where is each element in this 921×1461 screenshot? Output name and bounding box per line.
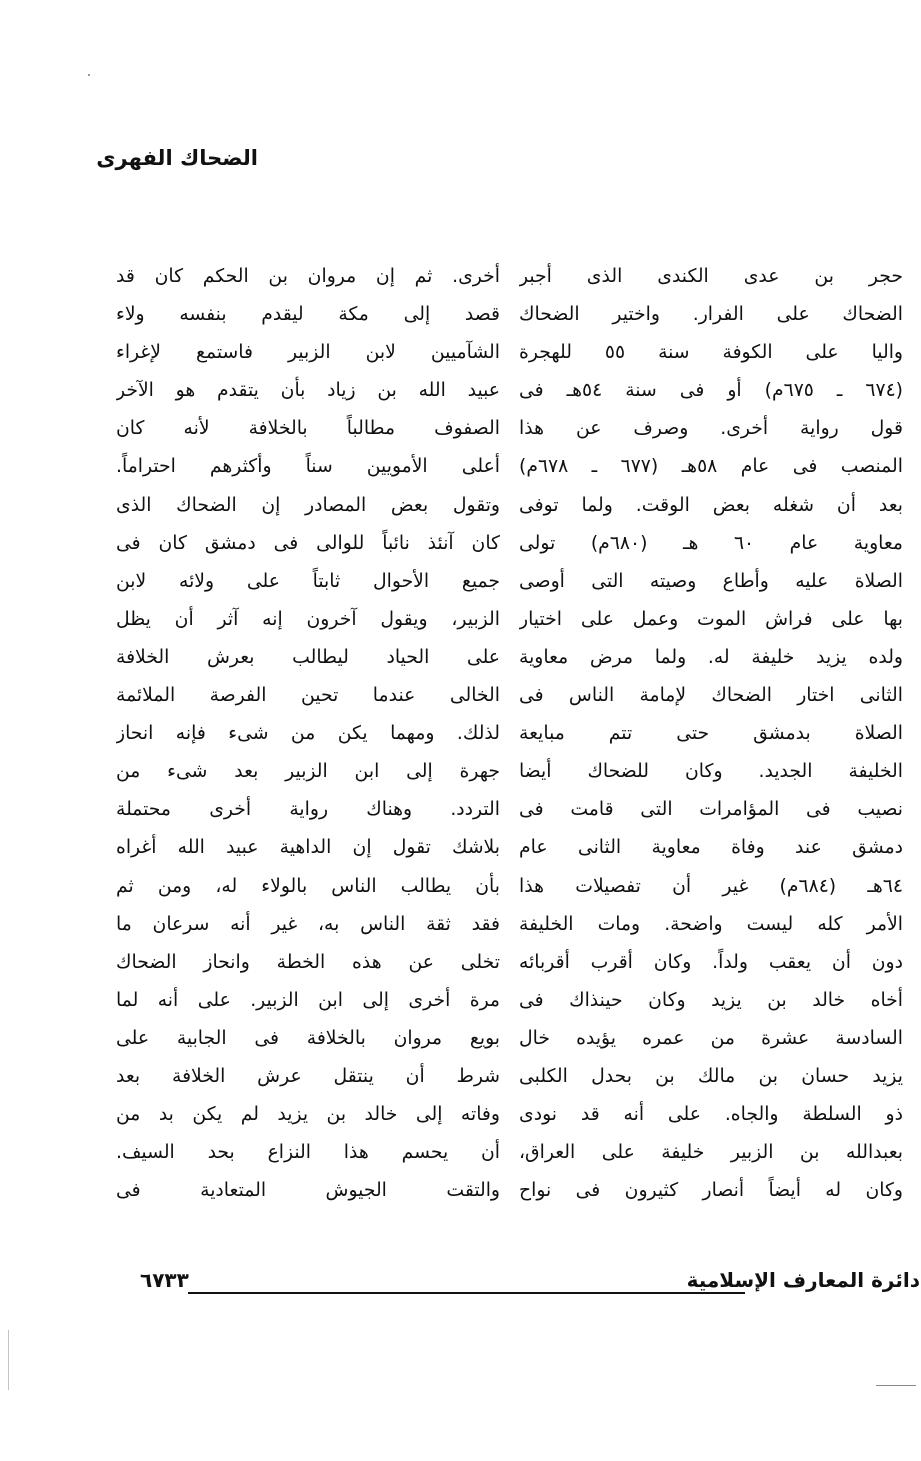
- text-line: الصفوف مطالباً بالخلافة لأنه كان: [116, 418, 500, 440]
- text-line: وكان له أيضاً أنصار كثيرون فى نواح: [519, 1180, 903, 1202]
- page-footer: [140, 1268, 920, 1308]
- text-line: الصلاة عليه وأطاع وصيته التى أوصى: [519, 570, 903, 592]
- text-line: ولده يزيد خليفة له. ولما مرض معاوية: [519, 646, 903, 668]
- scan-edge-mark: [876, 1385, 916, 1386]
- text-line: لذلك. ومهما يكن من شىء فإنه انحاز: [116, 723, 500, 745]
- text-line: أعلى الأمويين سناً وأكثرهم احتراماً.: [116, 456, 500, 478]
- text-line: التردد. وهناك رواية أخرى محتملة: [116, 799, 500, 821]
- text-column-left: [116, 258, 500, 1210]
- running-head: الضحاك الفهرى: [96, 146, 258, 170]
- text-line: السادسة عشرة من عمره يؤيده خال: [519, 1027, 903, 1049]
- text-line: أخاه خالد بن يزيد وكان حينذاك فى: [519, 989, 903, 1011]
- text-line: تخلى عن هذه الخطة وانحاز الضحاك: [116, 951, 500, 973]
- text-line: دون أن يعقب ولداً. وكان أقرب أقربائه: [519, 951, 903, 973]
- text-line: الزبير، ويقول آخرون إنه آثر أن يظل: [116, 608, 500, 630]
- text-line: ٦٤هـ (٦٨٤م) غير أن تفصيلات هذا: [519, 875, 903, 897]
- publication-title: دائرة المعارف الإسلامية: [686, 1268, 920, 1292]
- text-line: حجر بن عدى الكندى الذى أجبر: [519, 266, 903, 287]
- text-line: معاوية عام ٦٠ هـ (٦٨٠م) تولى: [519, 532, 903, 554]
- text-line: أخرى. ثم إن مروان بن الحكم كان قد: [116, 266, 500, 287]
- text-line: بعد أن شغله بعض الوقت. ولما توفى: [519, 494, 903, 516]
- text-line: المنصب فى عام ٥٨هـ (٦٧٧ ـ ٦٧٨م): [519, 456, 903, 478]
- text-line: بها على فراش الموت وعمل على اختيار: [519, 608, 903, 630]
- text-line: مرة أخرى إلى ابن الزبير. على أنه لما: [116, 989, 500, 1011]
- scan-edge-mark: [8, 1330, 9, 1390]
- text-line: أن يحسم هذا النزاع بحد السيف.: [116, 1142, 500, 1164]
- text-line: جهرة إلى ابن الزبير بعد شىء من: [116, 761, 500, 783]
- text-line: وفاته إلى خالد بن يزيد لم يكن بد من: [116, 1104, 500, 1126]
- text-line: جميع الأحوال ثابتاً على ولائه لابن: [116, 570, 500, 592]
- text-line: الضحاك على الفرار. واختير الضحاك: [519, 304, 903, 326]
- text-line: على الحياد ليطالب بعرش الخلافة: [116, 646, 500, 668]
- text-line: والتقت الجيوش المتعادية فى: [116, 1180, 500, 1202]
- text-line: دمشق عند وفاة معاوية الثانى عام: [519, 837, 903, 859]
- text-line: وتقول بعض المصادر إن الضحاك الذى: [116, 494, 500, 516]
- page-number: ٦٧٣٣: [140, 1268, 189, 1292]
- text-line: الصلاة بدمشق حتى تتم مبايعة: [519, 723, 903, 745]
- text-line: بلاشك تقول إن الداهية عبيد الله أغراه: [116, 837, 500, 859]
- text-line: (٦٧٤ ـ ٦٧٥م) أو فى سنة ٥٤هـ فى: [519, 380, 903, 402]
- text-line: الخالى عندما تحين الفرصة الملائمة: [116, 685, 500, 707]
- text-column-right: [519, 258, 903, 1210]
- text-line: قول رواية أخرى. وصرف عن هذا: [519, 418, 903, 440]
- text-line: يزيد حسان بن مالك بن بحدل الكلبى: [519, 1065, 903, 1087]
- footer-rule: [188, 1292, 745, 1294]
- text-line: الأمر كله ليست واضحة. ومات الخليفة: [519, 913, 903, 935]
- text-line: شرط أن ينتقل عرش الخلافة بعد: [116, 1065, 500, 1087]
- text-line: نصيب فى المؤامرات التى قامت فى: [519, 799, 903, 821]
- text-line: بأن يطالب الناس بالولاء له، ومن ثم: [116, 875, 500, 897]
- text-line: الثانى اختار الضحاك لإمامة الناس فى: [519, 685, 903, 707]
- scan-speck: [88, 74, 90, 76]
- text-line: واليا على الكوفة سنة ٥٥ للهجرة: [519, 342, 903, 364]
- text-line: قصد إلى مكة ليقدم بنفسه ولاء: [116, 304, 500, 326]
- text-line: ذو السلطة والجاه. على أنه قد نودى: [519, 1104, 903, 1126]
- text-line: الخليفة الجديد. وكان للضحاك أيضا: [519, 761, 903, 783]
- text-line: عبيد الله بن زياد بأن يتقدم هو الآخر: [116, 380, 500, 402]
- text-line: فقد ثقة الناس به، غير أنه سرعان ما: [116, 913, 500, 935]
- text-line: الشآميين لابن الزبير فاستمع لإغراء: [116, 342, 500, 364]
- text-line: كان آنئذ نائباً للوالى فى دمشق كان فى: [116, 532, 500, 554]
- text-line: بويع مروان بالخلافة فى الجابية على: [116, 1027, 500, 1049]
- text-line: بعبدالله بن الزبير خليفة على العراق،: [519, 1142, 903, 1164]
